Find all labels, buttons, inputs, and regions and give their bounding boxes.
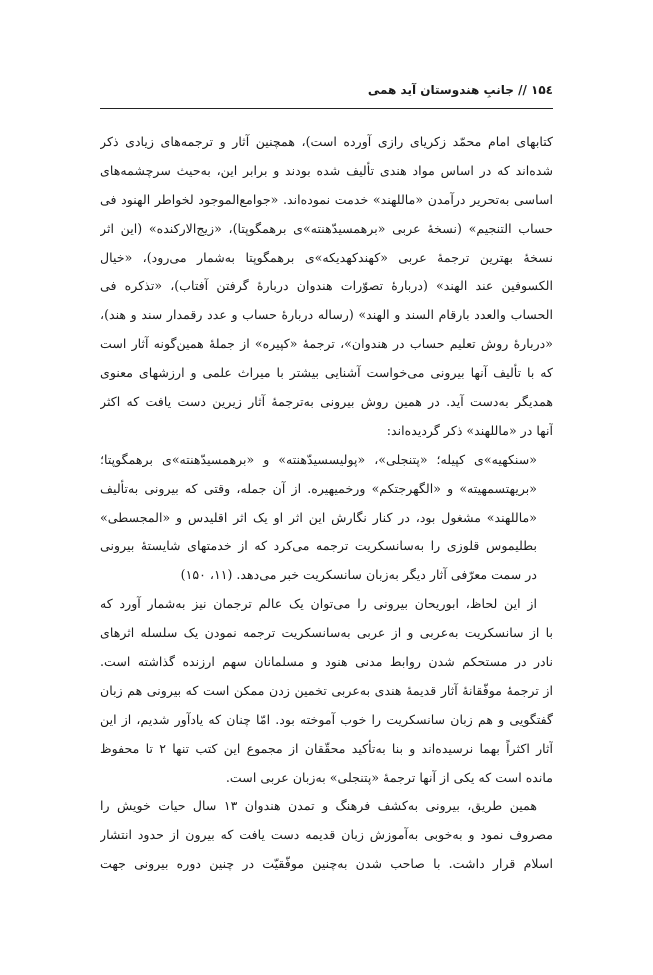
text-line: مصروف نمود و به‌خوبی به‌آموزش زبان قدیمه دست یافت که بیرون از حدود انتشار: [100, 827, 553, 843]
text-line: مانده است که یکی از آنها ترجمهٔ «پتنجلی» به‌زبان عربی است.: [225, 769, 553, 785]
paragraph: [100, 792, 553, 879]
quote-line: بطلیموس قلوزی را به‌سانسکریت ترجمه می‌کرد که از خدمتهای شایستهٔ بیرونی: [100, 538, 537, 554]
running-head: ۱۵٤ // جانبِ هندوستان آید همی: [367, 83, 553, 97]
text-line: آنها در «ماللهند» ذکر گردیده‌اند:: [386, 422, 553, 438]
quote-line: «ماللهند» مشغول بود، در کنار نگارش این اثر او یک اثر اقلیدس و «المجسطی»: [100, 509, 537, 525]
paragraph: [100, 590, 553, 792]
text-line: گفتگویی و هم زبان سانسکریت را خوب آموخته بود. امّا چنان که یادآور شدیم، از این: [100, 711, 553, 727]
text-line: از این لحاظ، ابوریحان بیرونی را می‌توان یک عالم ترجمان نیز به‌شمار آورد که: [100, 596, 537, 612]
text-line: از ترجمهٔ موفّقانهٔ آثار قدیمهٔ هندی به‌عربی تخمین زدن ممکن است که بیرونی هم زبان: [100, 682, 553, 698]
text-line: حساب التنجیم» (نسخهٔ عربی «برهمسیدّهنته»ی برهمگوپتا)، «زیج‌الارکنده» (این اثر: [100, 220, 553, 236]
quote-line: در سمت معرّفی آثار دیگر به‌زبان سانسکریت خبر می‌دهد. (۱۱، ۱۵۰): [180, 567, 537, 583]
text-line: کتابهای امام محمّد زکریای رازی آورده است)، همچنین آثار و ترجمه‌های زیادی ذکر: [100, 134, 553, 149]
text-line: همین طریق، بیرونی به‌کشف فرهنگ و تمدن هندوان ۱۳ سال حیات خویش را: [100, 798, 538, 814]
text-line: اسلام قرار داشت. با صاحب شدن به‌چنین موفّقیّت در چنین دوره بیرونی جهت: [100, 856, 553, 872]
paragraph: [100, 128, 553, 446]
body-text: [100, 128, 553, 879]
text-line: اساسی به‌تحریر درآمدن «ماللهند» خدمت نموده‌اند. «جوامع‌الموجود لخواطر الهنود فی: [100, 191, 553, 207]
text-line: شده‌اند که در اساس مواد هندی تألیف شده بودند و برابر این، به‌حیث سرچشمه‌های: [100, 162, 553, 178]
quote-line: «بریهتسمهیته» و «الگهرجتکم» ورخمیهیره. از آن جمله، وقتی که بیرونی به‌تألیف: [100, 480, 537, 496]
quote-line: «سنکهیه»ی کپیله؛ «پتنجلی»، «پولیسسیدّهنته» و «برهمسیدّهنته»ی برهمگوپتا؛: [100, 451, 537, 467]
text-line: الحساب والعدد بارقام السند و الهند» (رساله دربارهٔ حساب و عدد رقمدار سند و هند)،: [100, 307, 553, 323]
text-line: الکسوفین عند الهند» (دربارهٔ تصوّرات هندوان دربارهٔ گرفتن آفتاب)، «تذکره فی: [100, 278, 553, 294]
text-line: «دربارهٔ روش تعلیم حساب در هندوان»، ترجمهٔ «کپیره» از جملهٔ همین‌گونه آثار است: [100, 336, 553, 352]
text-line: همدیگر به‌دست آید. در همین روش بیرونی به‌ترجمهٔ آثار زیرین دست یافت که اکثر: [100, 394, 553, 410]
text-line: با از سانسکریت به‌عربی و از عربی به‌سانسکریت ترجمه نمودن یک سلسله اثرهای: [100, 625, 553, 641]
block-quote: [100, 446, 553, 590]
text-line: که با تألیف آنها بیرونی می‌خواست آشنایی بیشتر با میراث علمی و ارزشهای معنوی: [100, 365, 553, 381]
text-line: نسخهٔ بهترین ترجمهٔ عربی «کهندکهدیکه»ی برهمگوپتا به‌شمار می‌رود)، «خیال: [100, 249, 553, 265]
header-rule: [100, 108, 553, 109]
text-line: نادر در مستحکم شدن روابط مدنی هنود و مسلمانان سهم ارزنده گذاشته است.: [100, 654, 553, 670]
text-line: آثار اکثراً بهما نرسیده‌اند و بنا به‌تأکید محقّقان از مجموع این کتب تنها ۲ تا محفوظ: [100, 740, 553, 756]
